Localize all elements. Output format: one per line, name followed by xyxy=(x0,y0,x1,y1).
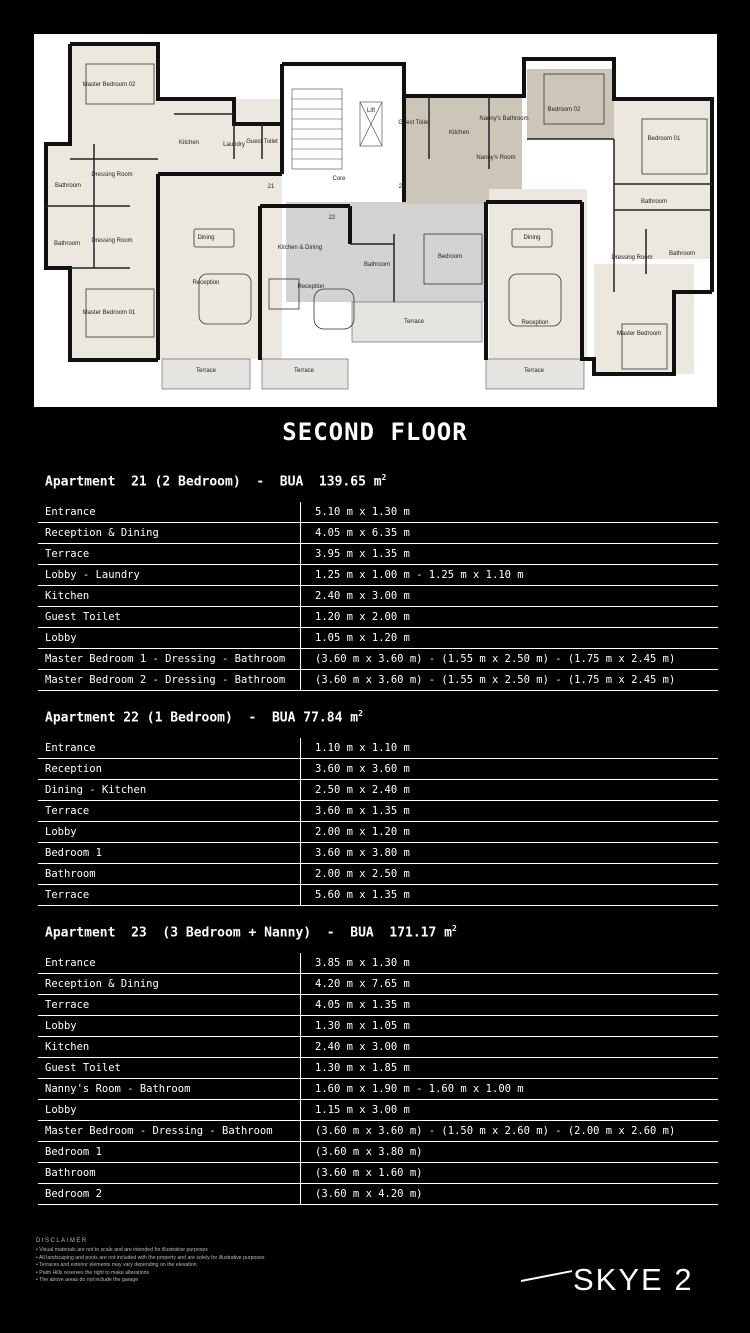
room-name: Master Bedroom - Dressing - Bathroom xyxy=(38,1121,301,1142)
room-name: Entrance xyxy=(38,502,301,523)
room-name: Lobby xyxy=(38,822,301,843)
apartment-heading-text: Apartment 22 (1 Bedroom) - BUA 77.84 m xyxy=(45,710,359,726)
disclaimer-line: • All landscaping and pools are not included with the property and are solely for illustrative purposes xyxy=(36,1254,265,1261)
room-dimensions: 3.60 m x 3.60 m xyxy=(301,759,719,780)
room-dimensions: 5.10 m x 1.30 m xyxy=(301,502,719,523)
room-dimensions: (3.60 m x 3.80 m) xyxy=(301,1142,719,1163)
label-kitchen-dining: Kitchen & Dining xyxy=(277,245,323,251)
room-name: Bathroom xyxy=(38,864,301,885)
table-row xyxy=(38,544,718,565)
table-row xyxy=(38,953,718,974)
logo-stroke xyxy=(521,1270,572,1282)
room-dimensions: 2.00 m x 2.50 m xyxy=(301,864,719,885)
room-name: Bedroom 2 xyxy=(38,1184,301,1205)
room-dimensions: (3.60 m x 3.60 m) - (1.55 m x 2.50 m) - (1.75 m x 2.45 m) xyxy=(301,649,719,670)
room-dimensions-table xyxy=(38,738,718,906)
label-bathroom-23a: Bathroom xyxy=(640,199,668,205)
room-dimensions-table xyxy=(38,953,718,1205)
label-master-bedroom-02: Master Bedroom 02 xyxy=(82,82,136,88)
room-dimensions: (3.60 m x 1.60 m) xyxy=(301,1163,719,1184)
room-name: Terrace xyxy=(38,544,301,565)
unit-superscript: 2 xyxy=(358,709,363,718)
room-name: Reception & Dining xyxy=(38,974,301,995)
table-row xyxy=(38,1142,718,1163)
unit-superscript: 2 xyxy=(452,924,457,933)
label-kitchen-23: Kitchen xyxy=(448,130,470,136)
label-laundry: Laundry xyxy=(223,142,245,148)
label-bedroom-01: Bedroom 01 xyxy=(647,136,681,142)
room-dimensions: 3.85 m x 1.30 m xyxy=(301,953,719,974)
label-bedroom-22: Bedroom xyxy=(437,254,463,260)
label-bathroom-1: Bathroom xyxy=(54,183,82,189)
room-dimensions: (3.60 m x 3.60 m) - (1.55 m x 2.50 m) - (1.75 m x 2.45 m) xyxy=(301,670,719,691)
table-row xyxy=(38,607,718,628)
table-row xyxy=(38,885,718,906)
label-core: Core xyxy=(332,176,346,182)
room-name: Terrace xyxy=(38,995,301,1016)
table-row xyxy=(38,974,718,995)
table-row xyxy=(38,780,718,801)
room-dimensions: 1.25 m x 1.00 m - 1.25 m x 1.10 m xyxy=(301,565,719,586)
room-dimensions: 3.60 m x 1.35 m xyxy=(301,801,719,822)
label-nannys-bathroom: Nanny's Bathroom xyxy=(479,116,529,122)
label-bathroom-22: Bathroom xyxy=(363,262,391,268)
label-dining-23: Dining xyxy=(523,235,541,241)
room-dimensions: 1.30 m x 1.85 m xyxy=(301,1058,719,1079)
room-dimensions: 5.60 m x 1.35 m xyxy=(301,885,719,906)
table-row xyxy=(38,843,718,864)
table-row xyxy=(38,523,718,544)
table-row xyxy=(38,1100,718,1121)
room-name: Bedroom 1 xyxy=(38,843,301,864)
room-name: Lobby - Laundry xyxy=(38,565,301,586)
room-dimensions: 1.05 m x 1.20 m xyxy=(301,628,719,649)
room-dimensions: 3.60 m x 3.80 m xyxy=(301,843,719,864)
apartment-heading xyxy=(45,473,386,489)
table-row xyxy=(38,670,718,691)
table-row xyxy=(38,1079,718,1100)
label-nannys-room: Nanny's Room xyxy=(476,155,516,161)
table-row xyxy=(38,1121,718,1142)
table-row xyxy=(38,565,718,586)
label-bedroom-02: Bedroom 02 xyxy=(547,107,581,113)
label-guest-toilet: Guest Toilet xyxy=(246,139,278,145)
apartment-heading xyxy=(45,709,363,725)
room-dimensions: 1.60 m x 1.90 m - 1.60 m x 1.00 m xyxy=(301,1079,719,1100)
room-dimensions: 1.10 m x 1.10 m xyxy=(301,738,719,759)
room-dimensions: 2.50 m x 2.40 m xyxy=(301,780,719,801)
table-row xyxy=(38,995,718,1016)
table-row xyxy=(38,1016,718,1037)
label-dressing-room-23: Dressing Room xyxy=(611,255,653,261)
room-name: Guest Toilet xyxy=(38,1058,301,1079)
label-23: 23 xyxy=(398,184,406,190)
room-name: Reception & Dining xyxy=(38,523,301,544)
table-row xyxy=(38,759,718,780)
apartment-heading-text: Apartment 21 (2 Bedroom) - BUA 139.65 m xyxy=(45,474,382,490)
room-dimensions: 4.05 m x 1.35 m xyxy=(301,995,719,1016)
table-row xyxy=(38,801,718,822)
label-guest-toilet-23: Guest Toilet xyxy=(398,120,430,126)
disclaimer-line: • The above areas do not include the garage xyxy=(36,1277,139,1284)
room-dimensions: 2.40 m x 3.00 m xyxy=(301,586,719,607)
label-reception-22: Reception xyxy=(297,284,325,290)
label-21: 21 xyxy=(267,184,275,190)
room-dimensions-table xyxy=(38,502,718,691)
table-row xyxy=(38,1163,718,1184)
room-name: Bathroom xyxy=(38,1163,301,1184)
room-dimensions: (3.60 m x 4.20 m) xyxy=(301,1184,719,1205)
label-bathroom-2: Bathroom xyxy=(53,241,81,247)
room-name: Guest Toilet xyxy=(38,607,301,628)
room-dimensions: (3.60 m x 3.60 m) - (1.50 m x 2.60 m) - (2.00 m x 2.60 m) xyxy=(301,1121,719,1142)
label-master-bedroom-23: Master Bedroom xyxy=(616,331,662,337)
room-name: Kitchen xyxy=(38,1037,301,1058)
table-row xyxy=(38,1184,718,1205)
room-name: Terrace xyxy=(38,885,301,906)
label-dining: Dining xyxy=(197,235,215,241)
room-name: Bedroom 1 xyxy=(38,1142,301,1163)
room-name: Master Bedroom 1 - Dressing - Bathroom xyxy=(38,649,301,670)
table-row xyxy=(38,649,718,670)
table-row xyxy=(38,738,718,759)
table-row xyxy=(38,628,718,649)
table-row xyxy=(38,1037,718,1058)
label-22: 22 xyxy=(328,215,336,221)
room-dimensions: 4.20 m x 7.65 m xyxy=(301,974,719,995)
apartment-heading xyxy=(45,924,457,940)
room-name: Lobby xyxy=(38,1100,301,1121)
room-name: Entrance xyxy=(38,953,301,974)
floor-plan xyxy=(34,34,717,407)
room-dimensions: 1.20 m x 2.00 m xyxy=(301,607,719,628)
unit-superscript: 2 xyxy=(381,473,387,482)
label-dressing-room-1: Dressing Room xyxy=(91,172,133,178)
label-master-bedroom-01: Master Bedroom 01 xyxy=(82,310,136,316)
table-row xyxy=(38,1058,718,1079)
label-terrace-22b: Terrace xyxy=(293,368,315,374)
table-row xyxy=(38,822,718,843)
page-title: SECOND FLOOR xyxy=(282,418,468,446)
table-row xyxy=(38,586,718,607)
room-dimensions: 1.30 m x 1.05 m xyxy=(301,1016,719,1037)
table-row xyxy=(38,864,718,885)
label-terrace: Terrace xyxy=(195,368,217,374)
room-name: Master Bedroom 2 - Dressing - Bathroom xyxy=(38,670,301,691)
disclaimer-line: • Visual materials are not to scale and are intended for illustrative purposes xyxy=(36,1247,208,1254)
logo-text: SKYE 2 xyxy=(573,1262,694,1297)
disclaimer-line: • Terraces and exterior elements may vary depending on the elevation xyxy=(36,1262,197,1269)
label-bathroom-23b: Bathroom xyxy=(668,251,696,257)
label-lift: Lift xyxy=(366,108,376,114)
disclaimer-line: • Palm Hills reserves the right to make alterations xyxy=(36,1269,150,1276)
room-name: Lobby xyxy=(38,1016,301,1037)
label-dressing-room-2: Dressing Room xyxy=(91,238,133,244)
room-dimensions: 1.15 m x 3.00 m xyxy=(301,1100,719,1121)
label-reception: Reception xyxy=(192,280,220,286)
room-name: Reception xyxy=(38,759,301,780)
room-dimensions: 3.95 m x 1.35 m xyxy=(301,544,719,565)
room-name: Terrace xyxy=(38,801,301,822)
label-terrace-23: Terrace xyxy=(523,368,545,374)
room-dimensions: 4.05 m x 6.35 m xyxy=(301,523,719,544)
label-terrace-22a: Terrace xyxy=(403,319,425,325)
room-dimensions: 2.00 m x 1.20 m xyxy=(301,822,719,843)
room-name: Entrance xyxy=(38,738,301,759)
room-dimensions: 2.40 m x 3.00 m xyxy=(301,1037,719,1058)
label-reception-23: Reception xyxy=(521,320,549,326)
room-name: Kitchen xyxy=(38,586,301,607)
room-name: Dining - Kitchen xyxy=(38,780,301,801)
table-row xyxy=(38,502,718,523)
room-name: Nanny's Room - Bathroom xyxy=(38,1079,301,1100)
room-name: Lobby xyxy=(38,628,301,649)
apartment-heading-text: Apartment 23 (3 Bedroom + Nanny) - BUA 171.17 m xyxy=(45,925,452,941)
label-kitchen: Kitchen xyxy=(178,140,200,146)
disclaimer-heading: DISCLAIMER xyxy=(36,1238,88,1244)
brand-logo xyxy=(518,1262,708,1302)
disclaimer xyxy=(36,1238,264,1284)
